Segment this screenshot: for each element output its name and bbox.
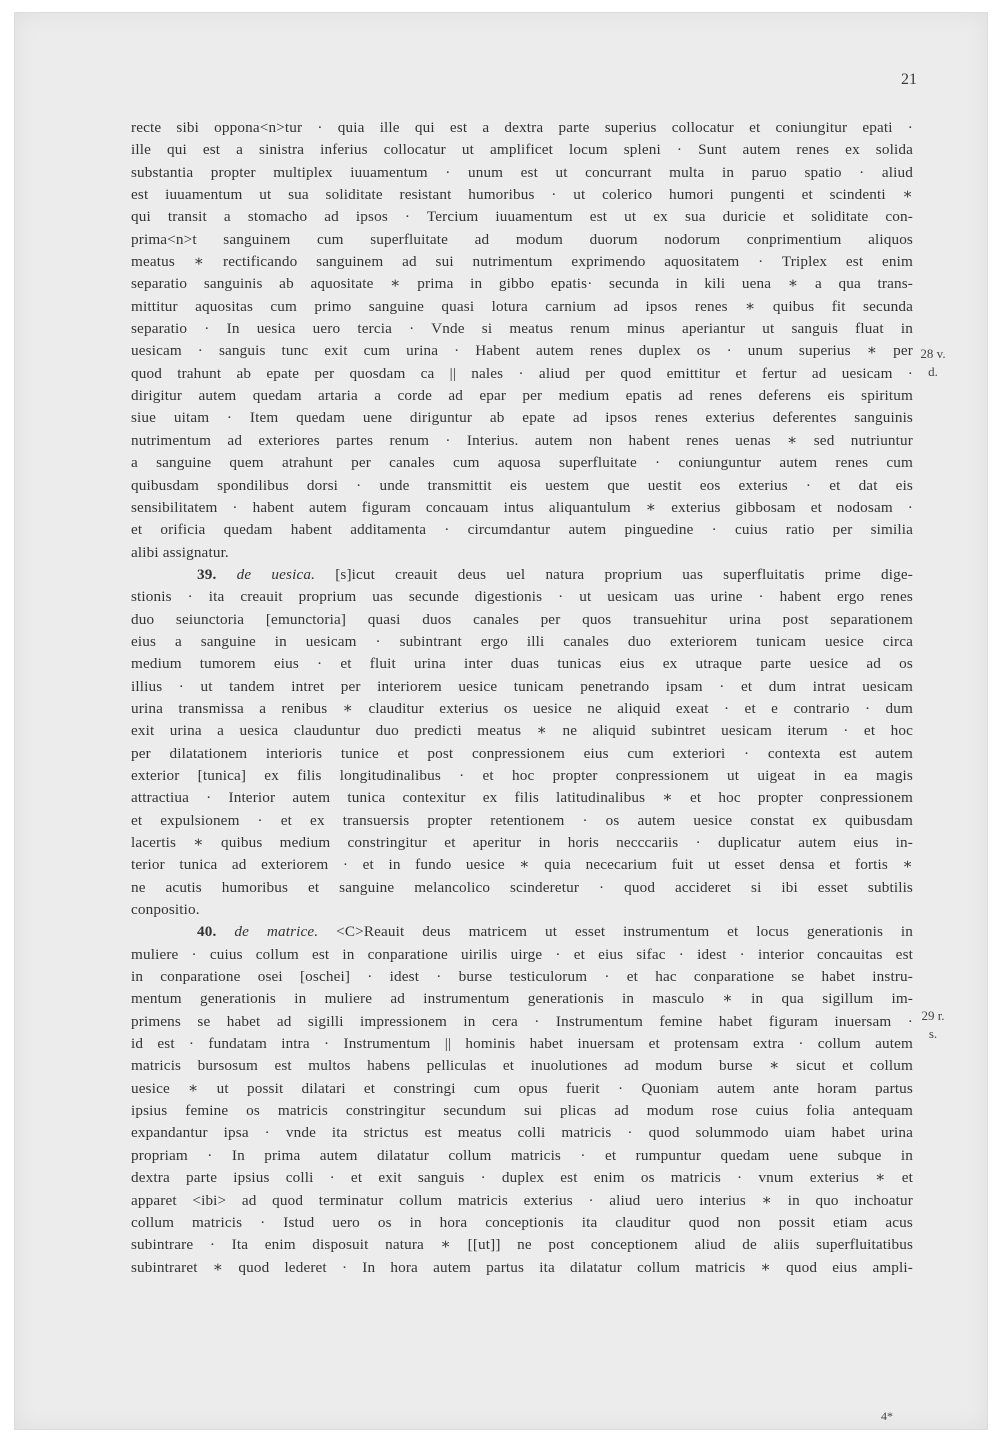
margin-note-28v	[913, 345, 953, 381]
text-line: ille qui est a sinistra inferius collocatur ut amplificet locum spleni · Sunt autem renes ex solida	[131, 141, 913, 159]
text-line: uesicam · sanguis tunc exit cum urina · Habent autem renes duplex os · unum superius ∗ per	[131, 342, 913, 360]
text-line: quibusdam spondilibus dorsi · unde transmittit eis uestem que uestit eos exterius · et dat eis	[131, 476, 913, 494]
text-line: primens se habet ad sigilli impressionem in cera · Instrumentum femine habet figuram inuersam ·	[131, 1012, 913, 1030]
text-line: recte sibi oppona<n>tur · quia ille qui est a dextra parte superius collocatur et coniungitur epati ·	[131, 119, 913, 136]
section-39	[131, 564, 913, 922]
text-line: nutrimentum ad exteriores partes renum · Interius. autem non habent renes uenas ∗ sed nutriuntur	[131, 431, 913, 449]
text-line: stionis · ita creauit proprium uas secunde digestionis · ut uesicam uas urine · habent ergo renes	[131, 588, 913, 606]
text-line: mittitur aquositas cum primo sanguine quasi lotura carnium ad ipsos renes ∗ quibus fit secunda	[131, 297, 913, 315]
text-line: separatio sanguinis ab aquositate ∗ prima in gibbo epatis· secunda in kili uena ∗ a qua trans-	[131, 275, 913, 293]
text-line: matricis bursosum est multos habens pelliculas et inuolutiones ad modum burse ∗ sicut et collum	[131, 1057, 913, 1075]
text-line: meatus ∗ rectificando sanguinem ad sui nutrimentum exprimendo aquositatem · Triplex est enim	[131, 253, 913, 271]
text-line: dirigitur autem quedam artaria a corde ad epar per medium epatis ad renes deferens eis spiritum	[131, 387, 913, 405]
text-line: uesice ∗ ut possit dilatari et constringi cum opus fuerit · Quoniam autem ante horam partus	[131, 1079, 913, 1097]
section-40	[131, 921, 913, 1279]
text-line: a sanguine quem atrahunt per canales cum aquosa superfluitate · coniunguntur autem renes cum	[131, 454, 913, 472]
section-40-body	[131, 944, 913, 1279]
text-line: ipsius femine os matricis constringitur secundum sui plicas ad modum rose cuius folia antequam	[131, 1102, 913, 1120]
text-line: qui transit a stomacho ad ipsos · Tercium iuuamentum est ut ex sua duricie et soliditate con-	[131, 208, 913, 226]
text-line: conpositio.	[131, 901, 200, 919]
margin-note-line: s.	[928, 1026, 938, 1041]
text-line: prima<n>t sanguinem cum superfluitate ad modum duorum nodorum conprimentium aliquos	[131, 230, 913, 248]
text-line: collum matricis · Istud uero os in hora conceptionis ita clauditur quod non possit etiam acus	[131, 1213, 913, 1231]
text-line: alibi assignatur.	[131, 543, 229, 561]
text-line: urina transmissa a renibus ∗ clauditur exterius os uesice ne aliquid exeat · et e contrario · dum	[131, 699, 913, 717]
text-line: exit urina a uesica clauduntur duo predicti meatus ∗ ne aliquid subintret uesicam iterum · et hoc	[131, 722, 913, 740]
text-line: terior tunica ad exteriorem · et in fundo uesice ∗ quia nececarium fuit ut esset densa et fortis ∗	[131, 856, 913, 874]
text-line: in conparatione osei [oschei] · idest · burse testiculorum · et hac conparatione se habet instru-	[131, 968, 913, 986]
text-line: lacertis ∗ quibus medium constringitur et aperitur in horis necccariis · duplicatur autem eius in-	[131, 834, 913, 851]
section-39-heading-line	[131, 564, 913, 586]
text-line: id est · fundatam intra · Instrumentum || hominis habet inuersam et protensam extra · collum autem	[131, 1035, 913, 1053]
text-line: siue uitam · Item quedam uene diriguntur ab epate ad ipsos renes exterius deferentes sanguinis	[131, 409, 913, 427]
text-line: quod trahunt ab epate per quosdam ca || nales · aliud per quod emittitur et fertur ad uesicam ·	[131, 364, 913, 382]
text-line: subintrare · Ita enim disposuit natura ∗ [[ut]] ne post conceptionem aliud de aliis superfluitatibus	[131, 1236, 913, 1254]
text-line: expandantur ipsa · vnde ita strictus est meatus colli matricis · quod solummodo uiam habet urina	[131, 1124, 913, 1142]
text-line: muliere · cuius collum est in conparatione uirilis uirge · et eius sifac · idest · interior concauitas est	[131, 945, 913, 963]
section-39-number: 39.	[197, 565, 217, 583]
text-line: et orificia quedam habent additamenta · circumdantur autem pinguedine · cuius ratio per similia	[131, 521, 913, 539]
page-number: 21	[901, 71, 917, 88]
text-line: substantia propter multiplex iuuamentum · unum est ut concurrant multa in paruo spatio · aliud	[131, 163, 913, 181]
text-line: apparet <ibi> ad quod terminatur collum matricis exterius · aliud uero interius ∗ in quo inchoatur	[131, 1191, 913, 1209]
section-39-body	[131, 586, 913, 921]
text-line: medium tumorem eius · et fluit urina inter duas tunicas eius ex utraque parte uesice ad os	[131, 655, 913, 673]
section-40-title: de matrice.	[234, 923, 319, 941]
section-39-title: de uesica.	[236, 565, 316, 583]
text-line: propriam · In prima autem dilatatur collum matricis · et rumpuntur quedam uene subque in	[131, 1146, 913, 1164]
text-line: duo seiunctoria [emunctoria] quasi duos canales per quos transuehitur urina post separationem	[131, 610, 913, 628]
text-line: exterior [tunica] ex filis longitudinalibus · et hoc propter conpressionem ut uigeat in ea magis	[131, 766, 913, 784]
text-line: mentum generationis in muliere ad instrumentum generationis in masculo ∗ in qua sigillum im-	[131, 990, 913, 1008]
section-40-heading-line	[131, 921, 913, 943]
text-line: et expulsionem · et ex transuersis propter retentionem · os autem uesice constat ex quibusdam	[131, 811, 913, 829]
margin-note-line: 28 v.	[920, 346, 946, 361]
section-40-number: 40.	[197, 923, 217, 941]
text-line: ne acutis humoribus et sanguine melancolico scinderetur · quod accideret si ibi esset subtilis	[131, 878, 913, 896]
text-line: dextra parte ipsius colli · et exit sanguis · duplex est enim os matricis · vnum exterius ∗ et	[131, 1169, 913, 1187]
paragraph-renes	[131, 117, 913, 564]
text-line: sensibilitatem · habent autem figuram concauam intus aliquantulum ∗ exterius gibbosam et nodosam ·	[131, 498, 913, 516]
text-line: est iuuamentum ut sua soliditate resistant humoribus · ut colerico humori pungenti et scindenti ∗	[131, 186, 913, 204]
scanned-page	[14, 12, 988, 1430]
margin-note-line: 29 r.	[921, 1008, 945, 1023]
text-line: attractiua · Interior autem tunica contexitur ex filis latitudinalibus ∗ et hoc propter conpressionem	[131, 789, 913, 807]
body-text	[131, 117, 913, 1279]
signature-mark: 4*	[881, 1409, 893, 1423]
text-line: separatio · In uesica uero tercia · Vnde si meatus renum minus aperiantur ut sanguis fluat in	[131, 320, 913, 338]
text-line: eius a sanguine in uesicam · subintrant ergo illi canales duo exteriorem tunicam uesice circa	[131, 632, 913, 650]
text-line: per dilatationem interioris tunice et post conpressionem eius cum exteriori · contexta est autem	[131, 744, 913, 762]
section-40-first-line: <C>Reauit deus matricem ut esset instrumentum et locus generationis in	[336, 923, 914, 941]
margin-note-line: d.	[928, 364, 938, 379]
text-line: illius · ut tandem intret per interiorem uesice tunicam penetrando ipsam · et dum intrat uesicam	[131, 677, 913, 695]
margin-note-29r	[913, 1007, 953, 1043]
section-39-first-line: [s]icut creauit deus uel natura proprium uas superfluitatis prime dige-	[335, 565, 913, 583]
text-line: subintraret ∗ quod lederet · In hora autem partus ita dilatatur collum matricis ∗ quod eius ampli-	[131, 1258, 913, 1276]
